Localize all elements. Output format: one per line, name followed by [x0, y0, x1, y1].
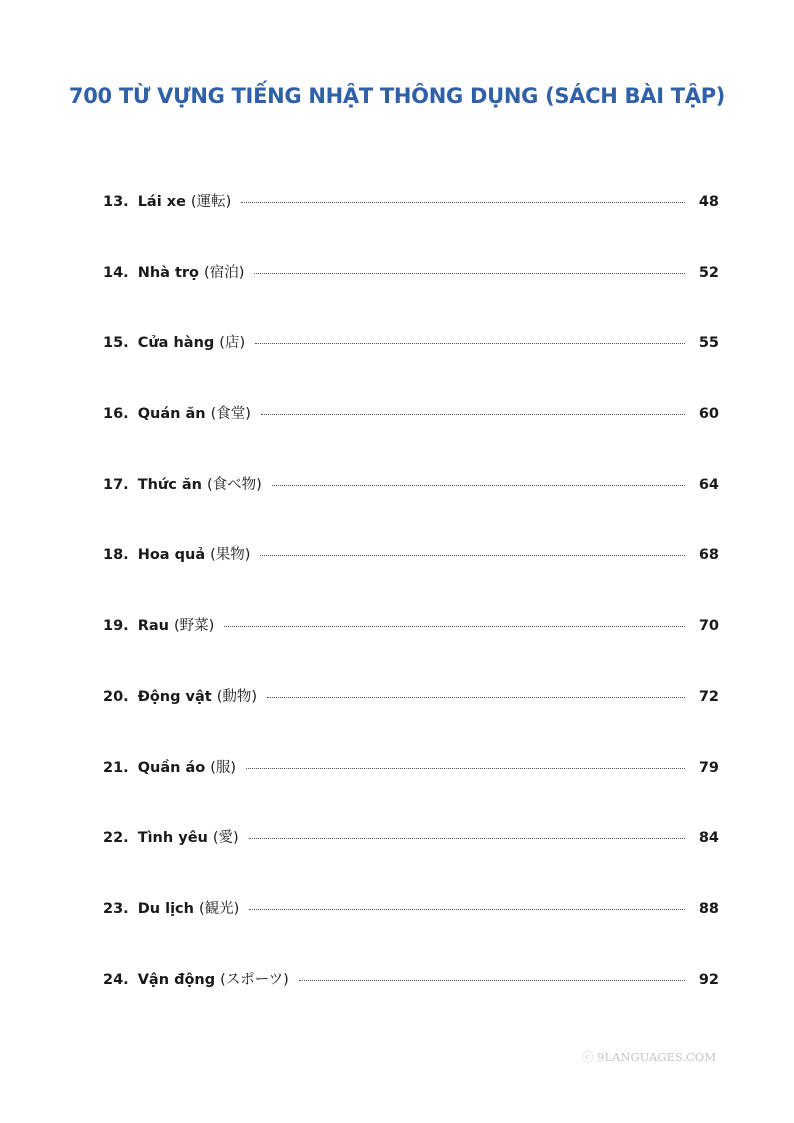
toc-entry-kanji: (野菜): [173, 618, 215, 635]
dot-leader: [267, 697, 685, 698]
dot-leader: [241, 202, 685, 203]
toc-entry-kanji: (宿泊): [204, 264, 245, 281]
toc-entry-kanji: (食べ物): [206, 476, 262, 493]
toc-entry-title: Nhà trọ: [137, 264, 200, 281]
toc-entry-title: Rau: [137, 618, 169, 635]
toc-entry-page: 92: [698, 971, 719, 988]
toc-entry-page: 88: [698, 900, 719, 917]
toc-entry-page: 79: [698, 759, 719, 776]
toc-entry-kanji: (店): [219, 335, 246, 352]
toc-entry-page: 48: [698, 194, 719, 210]
toc-entry-title: Thức ăn: [137, 476, 202, 493]
toc-entry-kanji: (食堂): [210, 406, 251, 423]
toc-entry-page: 70: [698, 618, 719, 635]
toc-entry-title: Lái xe: [137, 194, 186, 210]
toc-entry-15[interactable]: [103, 331, 719, 402]
toc-entry-page: 84: [698, 830, 719, 847]
dot-leader: [249, 909, 685, 910]
toc-entry-number: 23.: [103, 900, 129, 917]
dot-leader: [249, 838, 685, 839]
copyright-watermark: ⓒ 9LANGUAGES.COM: [581, 1050, 716, 1064]
toc-entry-number: 19.: [103, 618, 129, 635]
dot-leader: [255, 343, 685, 344]
toc-entry-number: 17.: [103, 476, 129, 493]
dot-leader: [272, 485, 685, 486]
toc-entry-kanji: (服): [210, 759, 237, 776]
toc-entry-kanji: (愛): [212, 830, 239, 847]
toc-entry-page: 72: [698, 688, 719, 705]
toc-entry-kanji: (運転): [190, 194, 232, 210]
toc-entry-17[interactable]: [103, 473, 719, 544]
toc-entry-19[interactable]: [103, 614, 719, 685]
toc-entry-page: 55: [698, 335, 719, 352]
toc-entry-title: Cửa hàng: [137, 335, 215, 352]
toc-entry-number: 24.: [103, 971, 129, 988]
toc-entry-page: 60: [698, 406, 719, 423]
toc-entry-number: 15.: [103, 335, 129, 352]
toc-entry-kanji: (動物): [216, 688, 258, 705]
toc-entry-title: Quần áo: [137, 759, 206, 776]
toc-entry-title: Động vật: [137, 688, 212, 705]
toc-entry-kanji: (果物): [210, 547, 251, 564]
toc-entry-kanji: (観光): [198, 900, 240, 917]
dot-leader: [261, 414, 685, 415]
toc-entry-title: Hoa quả: [137, 547, 206, 564]
toc-entry-page: 64: [698, 476, 719, 493]
dot-leader: [224, 626, 685, 627]
toc-entry-title: Tình yêu: [137, 830, 208, 847]
toc-entry-20[interactable]: [103, 685, 719, 756]
toc-entry-23[interactable]: [103, 897, 719, 968]
toc-entry-number: 14.: [103, 264, 129, 281]
toc-entry-title: Quán ăn: [137, 406, 206, 423]
toc-entry-number: 20.: [103, 688, 129, 705]
toc-entry-page: 68: [698, 547, 719, 564]
dot-leader: [254, 273, 684, 274]
toc-entry-number: 18.: [103, 547, 129, 564]
dot-leader: [246, 768, 685, 769]
dot-leader: [299, 980, 685, 981]
toc-entry-21[interactable]: [103, 756, 719, 827]
toc-entry-kanji: (スポーツ): [220, 971, 289, 988]
toc-entry-title: Du lịch: [137, 900, 194, 917]
toc-entry-number: 22.: [103, 830, 129, 847]
toc-entry-title: Vận động: [137, 971, 216, 988]
table-of-contents: [103, 190, 719, 1038]
toc-entry-page: 52: [698, 264, 719, 281]
toc-entry-13[interactable]: [103, 190, 719, 261]
toc-entry-16[interactable]: [103, 402, 719, 473]
toc-entry-number: 16.: [103, 406, 129, 423]
page-title: 700 TỪ VỰNG TIẾNG NHẬT THÔNG DỤNG (SÁCH BÀI TẬP): [68, 84, 726, 108]
toc-entry-18[interactable]: [103, 543, 719, 614]
toc-entry-22[interactable]: [103, 826, 719, 897]
dot-leader: [260, 555, 684, 556]
toc-entry-number: 21.: [103, 759, 129, 776]
toc-entry-14[interactable]: [103, 261, 719, 332]
toc-entry-24[interactable]: [103, 968, 719, 1039]
toc-entry-number: 13.: [103, 194, 129, 210]
